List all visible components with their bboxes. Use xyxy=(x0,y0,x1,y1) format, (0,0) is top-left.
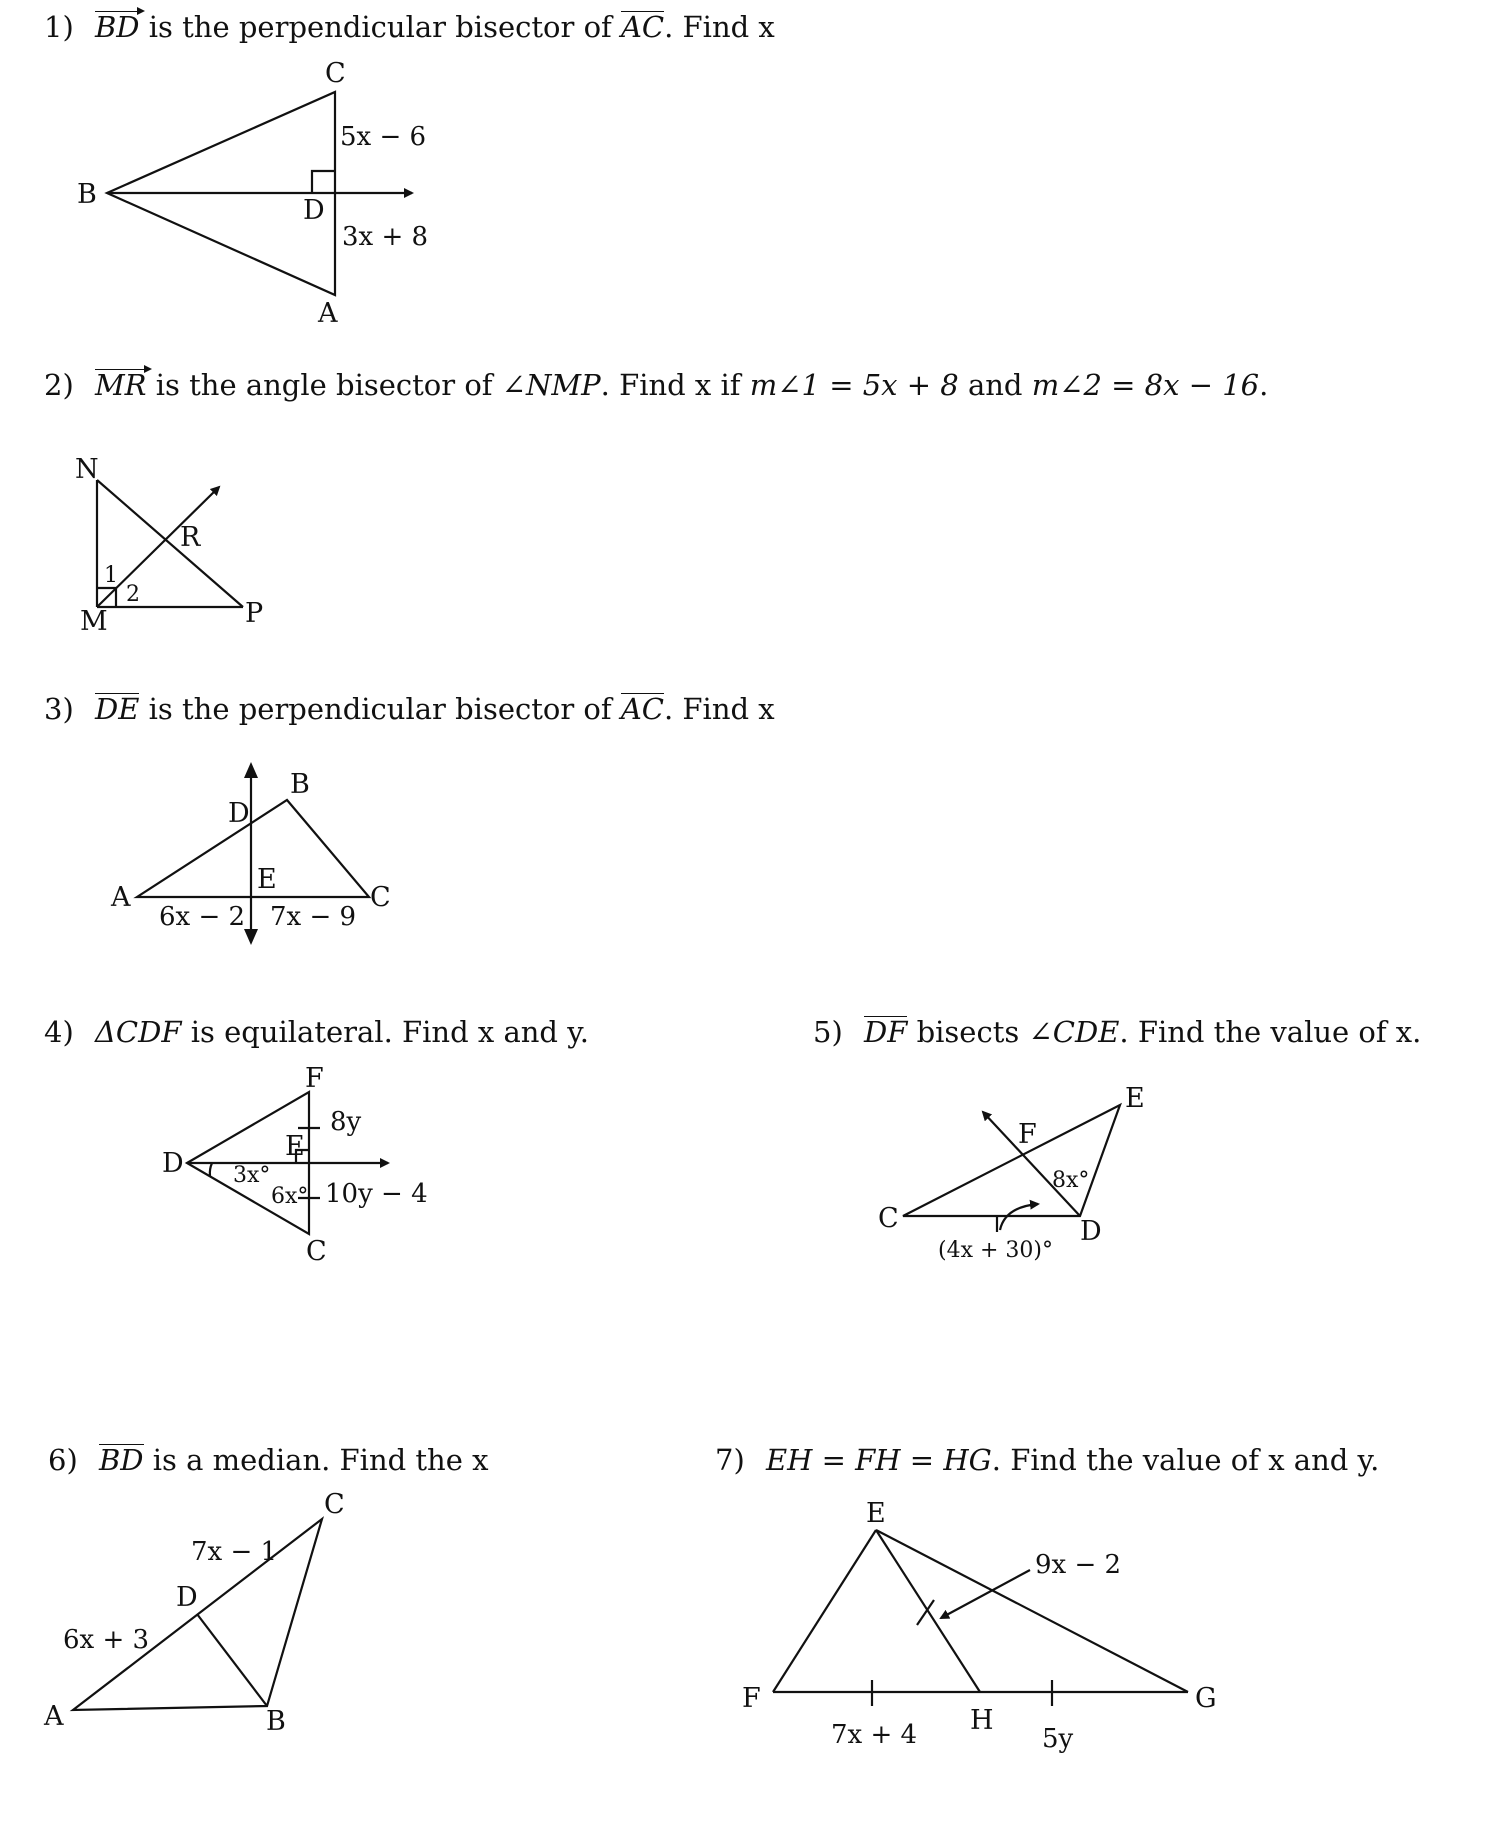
length-ae: 6x − 2 xyxy=(159,902,246,932)
label-d: D xyxy=(303,195,325,226)
problem-text: . Find x xyxy=(664,10,775,44)
problem-number: 4) xyxy=(44,1015,74,1049)
angle-label: ∠NMP xyxy=(501,368,601,402)
segment-ef xyxy=(773,1530,876,1692)
angle-6x-label: 6x° xyxy=(271,1184,309,1209)
label-c: C xyxy=(324,1489,345,1520)
label-f: F xyxy=(742,1683,761,1714)
segment-label: MR xyxy=(94,368,147,402)
angle-3x-label: 3x° xyxy=(233,1163,271,1188)
triangle-cde xyxy=(903,1105,1120,1216)
arrowhead-down xyxy=(244,929,258,945)
problem-text: and xyxy=(967,368,1023,402)
problem-number: 2) xyxy=(44,368,74,402)
angle-2-label: 2 xyxy=(126,582,140,607)
length-eh: 9x − 2 xyxy=(1035,1550,1122,1580)
arrowhead-up xyxy=(244,762,258,778)
label-f: F xyxy=(305,1063,324,1094)
problem-text: is equilateral. Find x and y. xyxy=(190,1015,589,1049)
problem-text: . Find the value of x. xyxy=(1119,1015,1422,1049)
segment-eh xyxy=(876,1530,980,1692)
angle-expression: (4x + 30)° xyxy=(938,1238,1053,1263)
label-c: C xyxy=(878,1203,899,1234)
label-b: B xyxy=(77,179,97,210)
tick-mark xyxy=(917,1600,934,1625)
label-p: P xyxy=(245,598,264,629)
label-d: D xyxy=(228,798,250,829)
label-a: A xyxy=(44,1701,64,1732)
right-angle-mark xyxy=(312,171,335,193)
angle-1-label: 1 xyxy=(104,563,118,588)
label-b: B xyxy=(266,1706,286,1737)
problem-text: bisects xyxy=(916,1015,1020,1049)
segment-np xyxy=(97,480,243,607)
label-g: G xyxy=(1195,1683,1217,1714)
label-e: E xyxy=(1125,1083,1145,1114)
label-e: E xyxy=(866,1498,886,1529)
length-ad: 6x + 3 xyxy=(63,1625,150,1655)
label-pointer xyxy=(941,1570,1030,1618)
label-a: A xyxy=(111,882,131,913)
label-d: D xyxy=(176,1582,198,1613)
problem-number: 6) xyxy=(48,1443,78,1477)
equation: EH = FH = HG xyxy=(765,1443,992,1477)
length-ec: 10y − 4 xyxy=(325,1179,428,1209)
label-b: B xyxy=(290,769,310,800)
label-e: E xyxy=(285,1131,305,1162)
label-c: C xyxy=(370,882,391,913)
length-hg: 5y xyxy=(1042,1724,1074,1754)
condition-2: m∠2 = 8x − 16 xyxy=(1031,368,1260,402)
segment-label: BD xyxy=(98,1443,144,1477)
segment-eg xyxy=(876,1530,1188,1692)
label-a: A xyxy=(318,298,338,329)
problem-text: is the angle bisector of xyxy=(155,368,493,402)
length-ec: 7x − 9 xyxy=(270,902,357,932)
angle-8x-label: 8x° xyxy=(1052,1168,1090,1193)
segment-label: DE xyxy=(94,692,140,726)
label-f: F xyxy=(1018,1119,1037,1150)
label-c: C xyxy=(306,1236,327,1267)
segment-label: AC xyxy=(620,10,665,44)
segment-label: BD xyxy=(94,10,140,44)
triangle-label: ΔCDF xyxy=(94,1015,182,1049)
problem-text: . Find the value of x and y. xyxy=(991,1443,1380,1477)
segment-label: AC xyxy=(620,692,664,726)
condition-1: m∠1 = 5x + 8 xyxy=(749,368,959,402)
angle-label: ∠CDE xyxy=(1028,1015,1120,1049)
problem-text: . xyxy=(1259,368,1269,402)
label-m: M xyxy=(80,606,108,637)
length-da: 3x + 8 xyxy=(342,222,429,252)
length-dc: 5x − 6 xyxy=(340,122,427,152)
problem-number: 5) xyxy=(813,1015,843,1049)
triangle-abc xyxy=(137,800,369,897)
label-e: E xyxy=(257,864,277,895)
problem-text: is the perpendicular bisector of xyxy=(148,10,612,44)
label-d: D xyxy=(162,1148,184,1179)
label-h: H xyxy=(970,1705,994,1736)
problem-text: . Find x xyxy=(663,692,775,726)
problem-number: 7) xyxy=(715,1443,745,1477)
label-d: D xyxy=(1080,1216,1102,1247)
segment-label: DF xyxy=(863,1015,908,1049)
problem-text: is a median. Find the x xyxy=(152,1443,489,1477)
length-fh: 7x + 4 xyxy=(831,1720,918,1750)
problem-text: is the perpendicular bisector of xyxy=(148,692,612,726)
figure-2 xyxy=(97,480,243,607)
label-c: C xyxy=(325,58,346,89)
median-bd xyxy=(197,1614,267,1706)
length-dc: 7x − 1 xyxy=(191,1537,278,1567)
label-r: R xyxy=(180,522,201,553)
problem-number: 1) xyxy=(44,10,74,44)
problem-number: 3) xyxy=(44,692,74,726)
angle-arc xyxy=(210,1163,212,1176)
figure-7 xyxy=(773,1530,1188,1706)
label-n: N xyxy=(75,454,99,485)
length-fe: 8y xyxy=(330,1107,362,1137)
problem-text: . Find x if xyxy=(600,368,741,402)
